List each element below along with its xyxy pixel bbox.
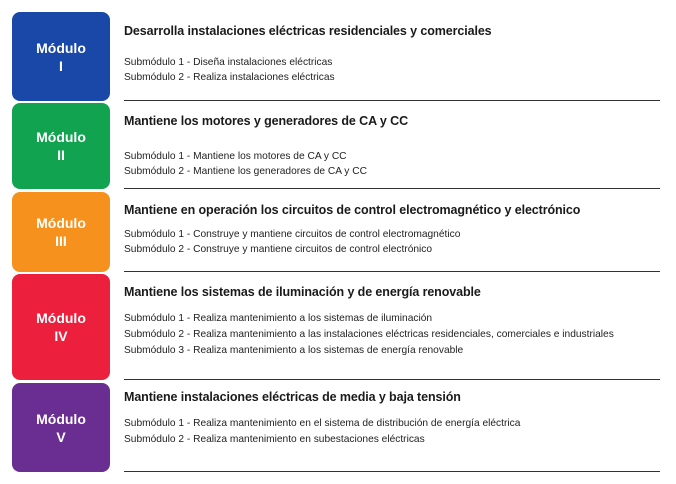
module-row-5	[0, 383, 676, 472]
divider	[124, 188, 660, 189]
submodule-item: Submódulo 2 - Realiza mantenimiento a las instalaciones eléctricas residenciales, comerciales e industriales	[124, 329, 614, 340]
module-badge-numeral: II	[57, 147, 65, 163]
module-badge-word: Módulo	[36, 129, 86, 145]
module-badge-numeral: I	[59, 57, 63, 74]
module-row-4	[0, 274, 676, 380]
module-badge-5	[12, 383, 110, 472]
module-row-1	[0, 12, 676, 101]
submodule-item: Submódulo 2 - Mantiene los generadores de CA y CC	[124, 166, 367, 177]
submodule-item: Submódulo 1 - Diseña instalaciones eléctricas	[124, 57, 333, 68]
module-title: Desarrolla instalaciones eléctricas residenciales y comerciales	[124, 24, 492, 38]
module-badge-numeral: III	[55, 233, 67, 249]
module-badge-2	[12, 103, 110, 189]
divider	[124, 471, 660, 472]
module-title: Mantiene los motores y generadores de CA y CC	[124, 114, 409, 128]
submodule-item: Submódulo 3 - Realiza mantenimiento a los sistemas de energía renovable	[124, 345, 464, 356]
module-badge-word: Módulo	[36, 310, 86, 326]
module-badge-word: Módulo	[36, 39, 86, 56]
module-row-2	[0, 103, 676, 189]
module-badge-word: Módulo	[36, 215, 86, 231]
module-row-3	[0, 192, 676, 272]
divider	[124, 100, 660, 101]
module-badge-numeral: IV	[54, 328, 68, 344]
submodule-item: Submódulo 2 - Realiza mantenimiento en subestaciones eléctricas	[124, 434, 425, 445]
module-content-3	[124, 192, 660, 272]
submodule-item: Submódulo 1 - Construye y mantiene circuitos de control electromagnético	[124, 229, 461, 240]
module-title: Mantiene los sistemas de iluminación y de energía renovable	[124, 285, 481, 299]
module-title: Mantiene en operación los circuitos de control electromagnético y electrónico	[124, 203, 581, 217]
module-badge-word: Módulo	[36, 410, 86, 427]
module-content-4	[124, 274, 660, 380]
module-badge-numeral: V	[56, 428, 66, 445]
divider	[124, 271, 660, 272]
module-badge-4	[12, 274, 110, 380]
module-content-2	[124, 103, 660, 189]
module-badge-3	[12, 192, 110, 272]
submodule-item: Submódulo 2 - Realiza instalaciones eléctricas	[124, 72, 335, 83]
divider	[124, 379, 660, 380]
module-title: Mantiene instalaciones eléctricas de media y baja tensión	[124, 390, 461, 404]
submodule-item: Submódulo 1 - Realiza mantenimiento en el sistema de distribución de energía eléctrica	[124, 418, 521, 429]
submodule-item: Submódulo 1 - Mantiene los motores de CA y CC	[124, 151, 347, 162]
submodule-item: Submódulo 1 - Realiza mantenimiento a los sistemas de iluminación	[124, 313, 433, 324]
module-badge-1	[12, 12, 110, 101]
module-content-5	[124, 383, 660, 472]
submodule-item: Submódulo 2 - Construye y mantiene circuitos de control electrónico	[124, 244, 433, 255]
module-content-1	[124, 12, 660, 101]
